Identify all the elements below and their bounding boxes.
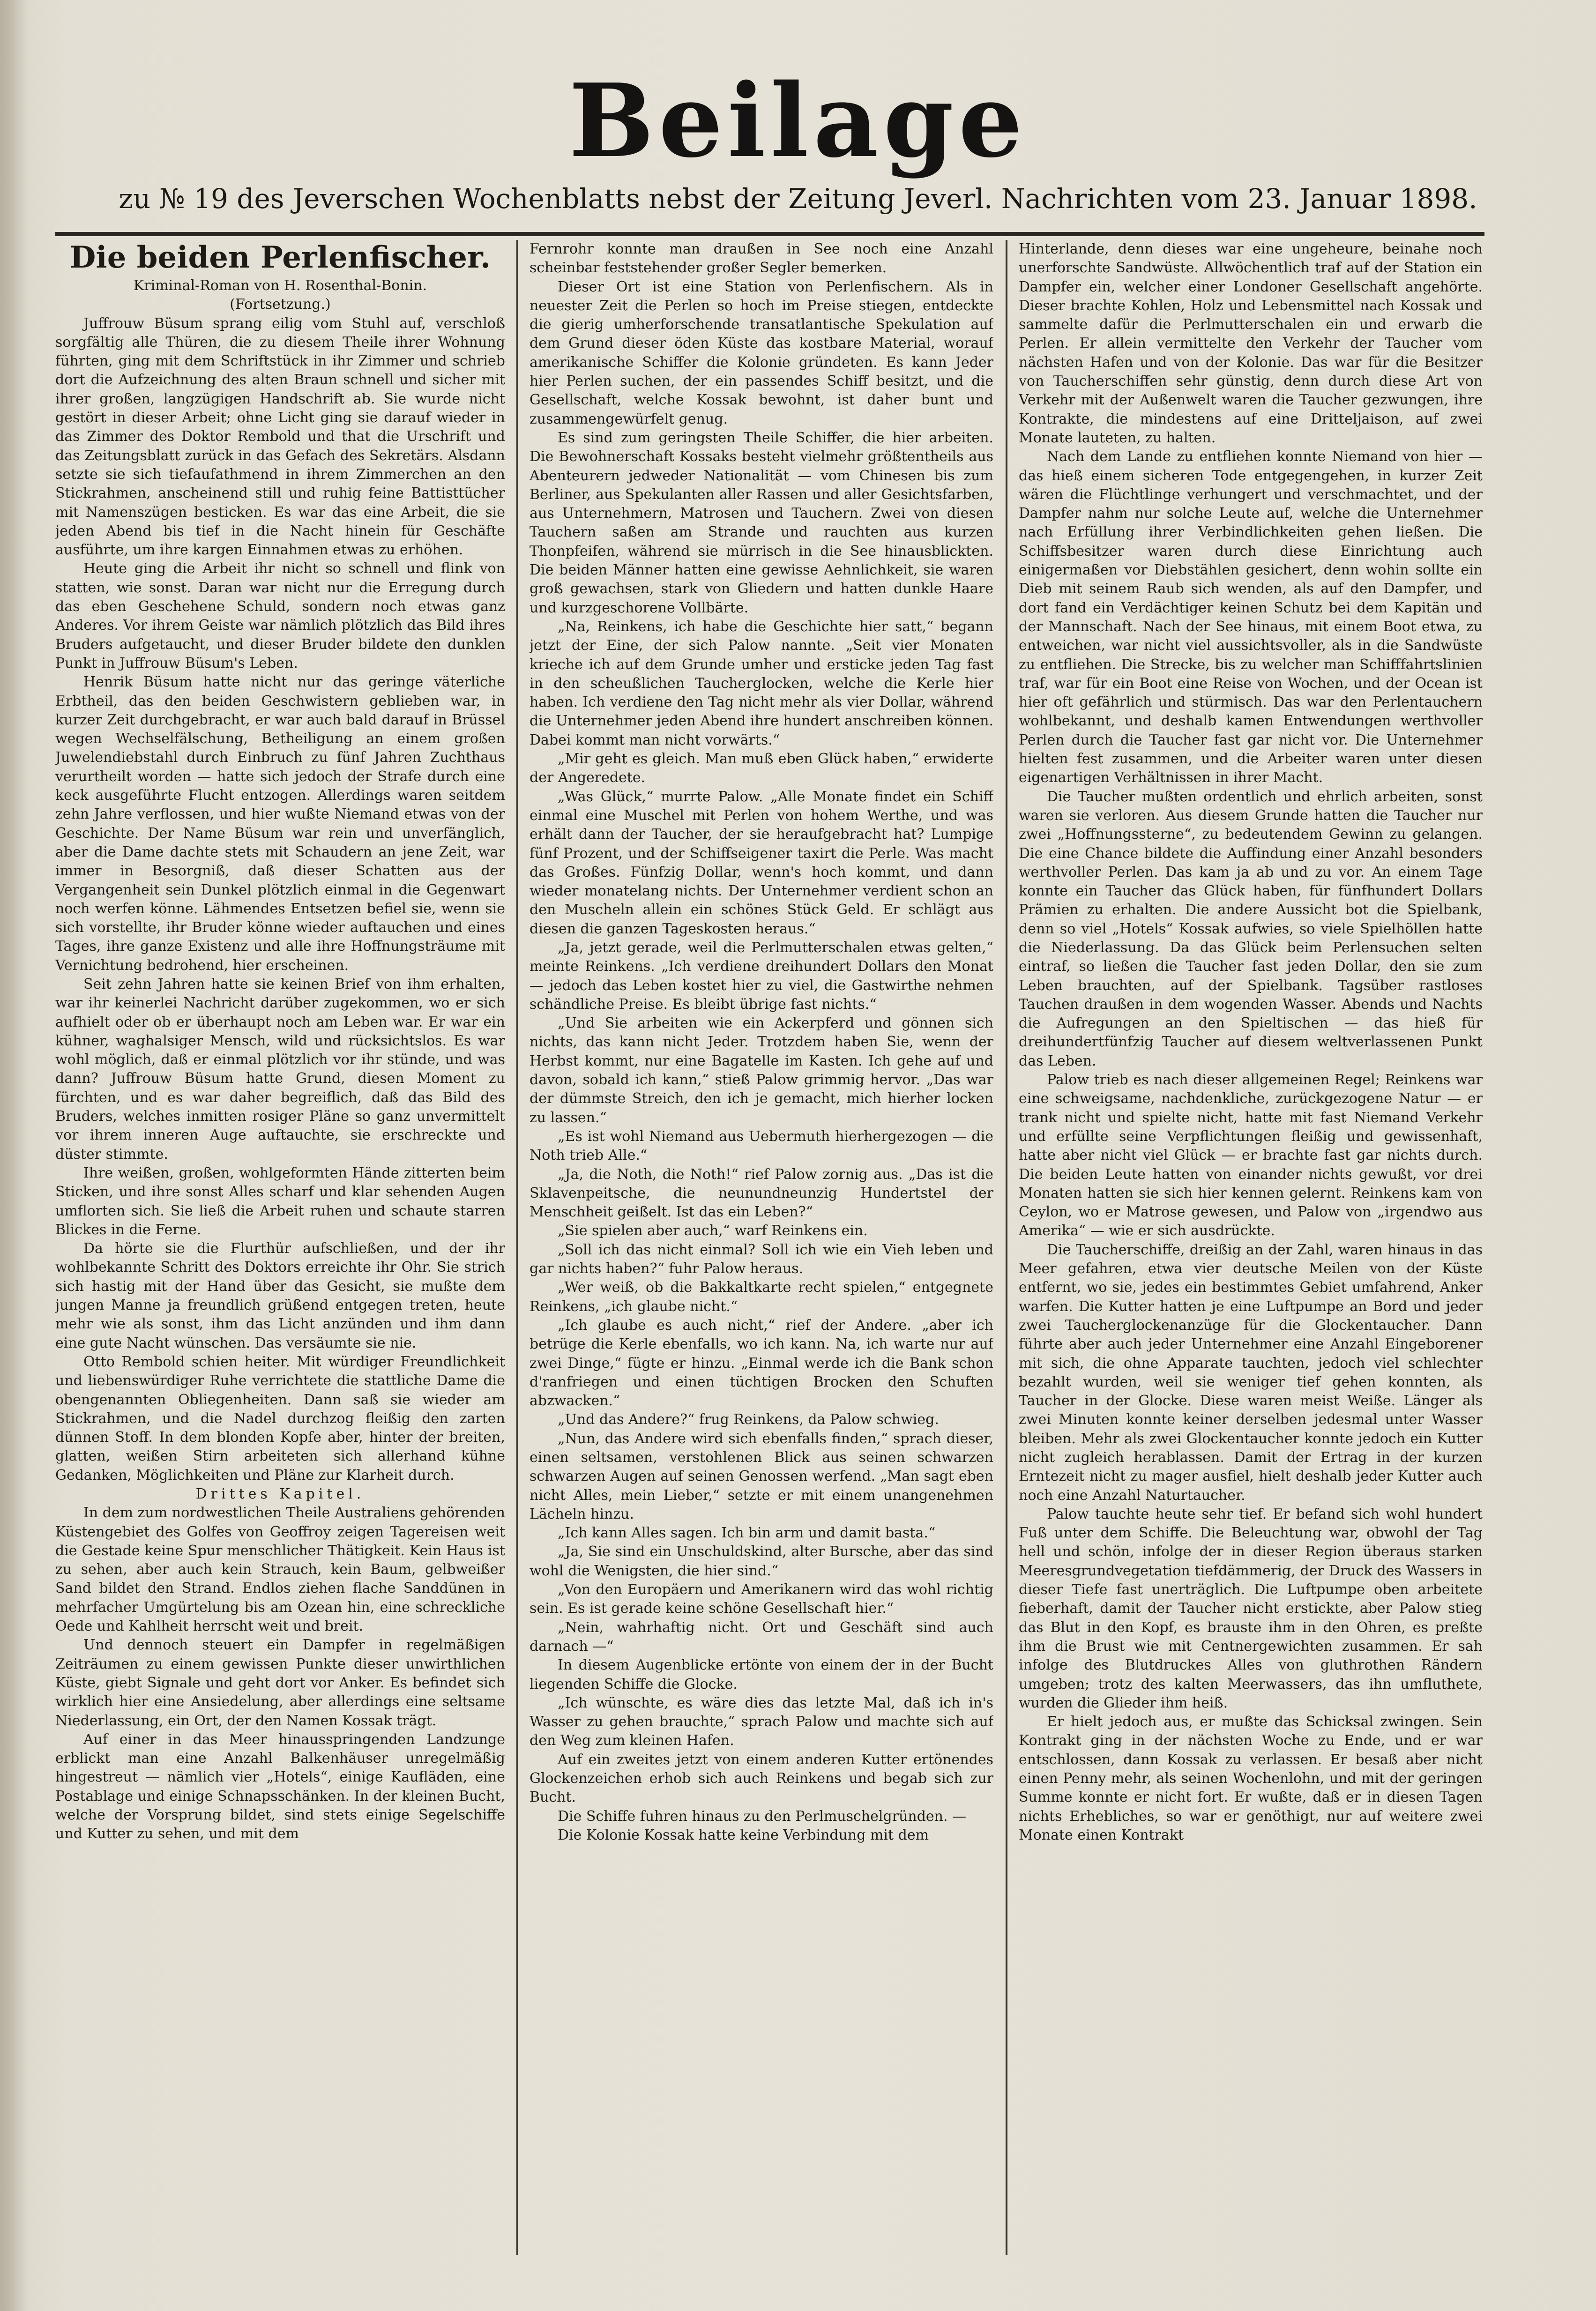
paragraph: „Ja, Sie sind ein Unschuldskind, alter Bursche, aber das sind wohl die Wenigsten, die hier sind.“ bbox=[530, 1543, 993, 1579]
paragraph: „Ich glaube es auch nicht,“ rief der Andere. „aber ich betrüge die Kerle ebenfalls, wo ich kann. Na, ich warte nur auf zwei Dinge,“ fügte er hinzu. „Einmal werde ich die Bank schon d'ranfriegen und einen tüchtigen Brocken den Schuften abzwacken.“ bbox=[530, 1317, 993, 1409]
binding-shadow bbox=[0, 0, 28, 2311]
paragraph: „Ja, die Noth, die Noth!“ rief Palow zornig aus. „Das ist die Sklavenpeitsche, die neunundneunzig Hundertstel der Menschheit geißelt. Ist das ein Leben?“ bbox=[530, 1166, 993, 1221]
paragraph: Juffrouw Büsum sprang eilig vom Stuhl auf, verschloß sorgfältig alle Thüren, die zu diesem Theile ihrer Wohnung führten, ging mit dem Schriftstück in ihr Zimmer und schrieb dort die Aufzeichnung des alten Braun schnell und sicher mit ihrer großen, langzügigen Handschrift ab. Sie wurde nicht gestört in dieser Arbeit; ohne Licht ging sie darauf wieder in das Zimmer des Doktor Rembold und that die Urschrift und das Zeitungsblatt zurück in das Gefach des Sekretärs. Alsdann setzte sie sich tiefaufathmend in ihrem Zimmerchen an den Stickrahmen, anscheinend still und ruhig feine Battisttücher mit Namenszügen besticken. Es war das eine Arbeit, die sie jeden Abend bis tief in die Nacht hinein für Geschäfte ausführte, um ihre kargen Einnahmen etwas zu erhöhen. bbox=[55, 315, 505, 559]
column-divider-2 bbox=[1006, 240, 1007, 2255]
article-byline: Kriminal-Roman von H. Rosenthal-Bonin. bbox=[133, 277, 427, 294]
chapter-heading: Drittes Kapitel. bbox=[195, 1486, 365, 1502]
paragraph: „Sie spielen aber auch,“ warf Reinkens ein. bbox=[558, 1223, 868, 1239]
paragraph: Palow tauchte heute sehr tief. Er befand sich wohl hundert Fuß unter dem Schiffe. Die Beleuchtung war, obwohl der Tag hell und schön, infolge der in dieser Region überaus starken Meeresgrundvegetation tiefdämmerig, der Druck des Wassers in dieser Tiefe fast unerträglich. Die Luftpumpe oben arbeitete fieberhaft, damit der Taucher nicht erstickte, aber Palow stieg das Blut in den Kopf, es brauste ihm in den Ohren, es preßte ihm die Brust wie mit Centnergewichten zusammen. Er sah infolge des Blutdruckes Alles von gluthrothen Rändern umgeben; trotz des kalten Meerwassers, das ihn umfluthete, wurden die Glieder ihm heiß. bbox=[1019, 1506, 1483, 1711]
paragraph: Nach dem Lande zu entfliehen konnte Niemand von hier — das hieß einem sicheren Tode entgegengehen, in kurzer Zeit wären die Flüchtlinge verhungert und verschmachtet, und der Dampfer nahm nur solche Leute auf, welche die Unternehmer nach Erfüllung ihrer Verbindlichkeiten gehen ließen. Die Schiffsbesitzer waren durch diese Einrichtung auch einigermaßen vor Diebstählen gesichert, denn wohin sollte ein Dieb mit seinem Raub sich wenden, als auf den Dampfer, und dort fand ein Verdächtiger keinen Schutz bei dem Kapitän und der Mannschaft. Nach der See hinaus, mit einem Boot etwa, zu entweichen, war nicht viel aussichtsvoller, als in die Sandwüste zu entfliehen. Die Strecke, bis zu welcher man Schifffahrtslinien traf, war für ein Boot eine Reise von Wochen, und der Ocean ist hier oft gefährlich und stürmisch. Das war den Perlentauchern wohlbekannt, und deshalb kamen Entwendungen werthvoller Perlen durch die Taucher fast gar nicht vor. Die Unternehmer hielten fest zusammen, und die Arbeiter waren unter diesen eigenartigen Verhältnissen in ihrer Macht. bbox=[1019, 448, 1483, 786]
paragraph: „Ich wünschte, es wäre dies das letzte Mal, daß ich in's Wasser zu gehen brauchte,“ sprach Palow und machte sich auf den Weg zum kleinen Hafen. bbox=[530, 1694, 993, 1749]
column-1 bbox=[55, 240, 505, 2255]
paragraph: „Und Sie arbeiten wie ein Ackerpferd und gönnen sich nichts, das kann nicht Jeder. Trotzdem haben Sie, wenn der Herbst kommt, nur eine Bagatelle im Kasten. Ich gehe auf und davon, sobald ich kann,“ stieß Palow grimmig hervor. „Das war der dümmste Streich, den ich je gemacht, mich hierher locken zu lassen.“ bbox=[530, 1015, 993, 1126]
paragraph: Dieser Ort ist eine Station von Perlenfischern. Als in neuester Zeit die Perlen so hoch im Preise stiegen, entdeckte die gierig umherforschende transatlantische Spekulation auf dem Grund dieser öden Küste das kostbare Material, worauf amerikanische Schiffer die Kolonie gründeten. Es kann Jeder hier Perlen suchen, der ein passendes Schiff besitzt, und die Gesellschaft, welche Kossak bewohnt, ist daher bunt und zusammengewürfelt genug. bbox=[530, 278, 993, 427]
paragraph: Auf einer in das Meer hinausspringenden Landzunge erblickt man eine Anzahl Balkenhäuser unregelmäßig hingestreut — nämlich vier „Hotels“, einige Kaufläden, eine Postablage und einige Schnapsschänken. In der kleinen Bucht, welche der Vorsprung bildet, sind stets einige Segelschiffe und Kutter zu sehen, und mit dem bbox=[55, 1731, 505, 1842]
paragraph: Heute ging die Arbeit ihr nicht so schnell und flink von statten, wie sonst. Daran war nicht nur die Erregung durch das eben Geschehene Schuld, sondern noch etwas ganz Anderes. Vor ihrem Geiste war nämlich plötzlich das Bild ihres Bruders aufgetaucht, und dieser Bruder bildete den dunklen Punkt in Juffrouw Büsum's Leben. bbox=[55, 560, 505, 671]
column-2-text bbox=[530, 240, 993, 1845]
header-rule bbox=[55, 232, 1484, 236]
paragraph: Henrik Büsum hatte nicht nur das geringe väterliche Erbtheil, das den beiden Geschwistern geblieben war, in kurzer Zeit durchgebracht, er war auch bald darauf in Brüssel wegen Wechselfälschung, Betheiligung an einem großen Juwelendiebstahl durch Einbruch zu fünf Jahren Zuchthaus verurtheilt worden — hatte sich jedoch der Strafe durch eine keck ausgeführte Flucht entzogen. Allerdings waren seitdem zehn Jahre verflossen, und hier wußte Niemand etwas von der Geschichte. Der Name Büsum war rein und unverfänglich, aber die Dame dachte stets mit Schaudern an jene Zeit, war immer in Besorgniß, daß dieser Schatten aus der Vergangenheit sein Dunkel plötzlich einmal in die Gegenwart noch werfen könne. Lähmendes Entsetzen befiel sie, wenn sie sich vorstellte, ihr Bruder könne wieder auftauchen und eines Tages, ihre ganze Existenz und alle ihre Hoffnungsträume mit Vernichtung bedrohend, hier erscheinen. bbox=[55, 674, 505, 974]
paragraph: „Nein, wahrhaftig nicht. Ort und Geschäft sind auch darnach —“ bbox=[530, 1619, 993, 1655]
paragraph: Hinterlande, denn dieses war eine ungeheure, beinahe noch unerforschte Sandwüste. Allwöchentlich traf auf der Station ein Dampfer ein, welcher einer Londoner Gesellschaft angehörte. Dieser brachte Kohlen, Holz und Lebensmittel nach Kossak und sammelte dafür die Perlmutterschalen ein und erwarb die Perlen. Er allein vermittelte den Verkehr der Taucher vom nächsten Hafen und von der Kolonie. Das war für die Besitzer von Taucherschiffen sehr günstig, denn durch diese Art von Verkehr mit der Außenwelt waren die Taucher gezwungen, ihre Kontrakte, die mindestens auf eine Dritteljaison, auf zwei Monate lauteten, zu halten. bbox=[1019, 241, 1483, 446]
paragraph: Seit zehn Jahren hatte sie keinen Brief von ihm erhalten, war ihr keinerlei Nachricht darüber zugekommen, wo er sich aufhielt oder ob er überhaupt noch am Leben war. Er war ein kühner, waghalsiger Mensch, wild und rücksichtslos. Es war wohl möglich, daß er einmal plötzlich vor ihr stünde, und was dann? Juffrouw Büsum hatte Grund, diesen Moment zu fürchten, und es war daher begreiflich, daß das Bild des Bruders, welches inmitten rosiger Pläne so ganz unvermittelt vor ihrem inneren Auge auftauchte, sie erschreckte und düster stimmte. bbox=[55, 976, 505, 1163]
paragraph: Die Taucherschiffe, dreißig an der Zahl, waren hinaus in das Meer gefahren, etwa vier deutsche Meilen von der Küste entfernt, wo sie, jedes ein bestimmtes Gebiet umfahrend, Anker warfen. Die Kutter hatten je eine Luftpumpe an Bord und jeder zwei Taucherglockenanzüge für die Glockentaucher. Dann führte aber auch jeder Unternehmer eine Anzahl Eingeborener mit sich, die ohne Apparate tauchten, jedoch viel schlechter bezahlt wurden, weil sie weniger tief gehen konnten, als Taucher in der Glocke. Diese waren meist Weiße. Länger als zwei Minuten konnte keiner derselben jedesmal unter Wasser bleiben. Mehr als zwei Glockentaucher konnte jedoch ein Kutter nicht zugleich herablassen. Damit der Ertrag in der kurzen Erntezeit nicht zu mager ausfiel, hielt deshalb jeder Kutter auch noch eine Anzahl Naturtaucher. bbox=[1019, 1241, 1483, 1504]
paragraph: Auf ein zweites jetzt von einem anderen Kutter ertönendes Glockenzeichen erhob sich auch Reinkens und begab sich zur Bucht. bbox=[530, 1751, 993, 1806]
paragraph: Fernrohr konnte man draußen in See noch eine Anzahl scheinbar feststehender großer Segler bemerken. bbox=[530, 241, 993, 276]
paragraph: Palow trieb es nach dieser allgemeinen Regel; Reinkens war eine schweigsame, nachdenkliche, zurückgezogene Natur — er trank nicht und spielte nicht, hatte mit fast Niemand Verkehr und erfüllte seine Verpflichtungen fleißig und gewissenhaft, hatte aber nicht viel Glück — er brachte fast gar nichts durch. Die beiden Leute hatten von einander nichts gewußt, vor drei Monaten hatten sie sich hier kennen gelernt. Reinkens kam von Ceylon, wo er Matrose gewesen, und Palow von „irgendwo aus Amerika“ — wie er sich ausdrückte. bbox=[1019, 1072, 1483, 1239]
paragraph: Otto Rembold schien heiter. Mit würdiger Freundlichkeit und liebenswürdiger Ruhe verrichtete die stattliche Dame die obengenannten Obliegenheiten. Dann saß sie wieder am Stickrahmen, und die Nadel durchzog fleißig den zarten dünnen Stoff. In dem blonden Kopfe aber, hinter der breiten, glatten, weißen Stirn arbeiteten sich allerhand kühne Gedanken, Möglichkeiten und Pläne zur Klarheit durch. bbox=[55, 1353, 505, 1484]
column-3 bbox=[1019, 240, 1483, 2255]
masthead-title: Beilage bbox=[568, 61, 1028, 180]
paragraph: „Ja, jetzt gerade, weil die Perlmutterschalen etwas gelten,“ meinte Reinkens. „Ich verdiene dreihundert Dollars den Monat — jedoch das Leben kostet hier zu viel, die Gastwirthe nehmen schändliche Preise. Es bleibt übrige fast nichts.“ bbox=[530, 939, 993, 1013]
column-1-part-2 bbox=[55, 1504, 505, 1843]
masthead-subtitle: zu № 19 des Jeverschen Wochenblatts nebst der Zeitung Jeverl. Nachrichten vom 23. Januar 1898. bbox=[119, 183, 1477, 215]
paragraph: „Soll ich das nicht einmal? Soll ich wie ein Vieh leben und gar nichts haben?“ fuhr Palow heraus. bbox=[530, 1241, 993, 1277]
article-continuation: (Fortsetzung.) bbox=[230, 296, 331, 313]
article-title: Die beiden Perlenfischer. bbox=[69, 240, 491, 275]
column-2 bbox=[530, 240, 993, 2255]
paragraph: Er hielt jedoch aus, er mußte das Schicksal zwingen. Sein Kontrakt ging in der nächsten Woche zu Ende, und er war entschlossen, dann Kossak zu verlassen. Er besaß aber nicht einen Penny mehr, als seinen Wochenlohn, und mit der geringen Summe konnte er nicht fort. Er wußte, daß er in diesen Tagen nichts Erhebliches, so war er genöthigt, nur auf weitere zwei Monate einen Kontrakt bbox=[1019, 1714, 1483, 1843]
paragraph: „Und das Andere?“ frug Reinkens, da Palow schwieg. bbox=[558, 1411, 939, 1428]
paragraph: Ihre weißen, großen, wohlgeformten Hände zitterten beim Sticken, und ihre sonst Alles scharf und klar sehenden Augen umflorten sich. Sie ließ die Arbeit ruhen und schaute starren Blickes in die Ferne. bbox=[55, 1164, 505, 1238]
paragraph: In dem zum nordwestlichen Theile Australiens gehörenden Küstengebiet des Golfes von Geoffroy zeigen Tagereisen weit die Gestade keine Spur menschlicher Thätigkeit. Kein Haus ist zu sehen, aber auch kein Strauch, kein Baum, gelbweißer Sand bildet den Strand. Endlos ziehen flache Sanddünen in mehrfacher Umgürtelung bis am Ozean hin, eine schreckliche Oede und Kahlheit herrscht weit und breit. bbox=[55, 1505, 505, 1635]
paragraph: „Es ist wohl Niemand aus Uebermuth hierhergezogen — die Noth trieb Alle.“ bbox=[530, 1128, 993, 1164]
column-divider-1 bbox=[516, 240, 518, 2255]
paragraph: „Nun, das Andere wird sich ebenfalls finden,“ sprach dieser, einen seltsamen, verstohlenen Blick aus seinen schwarzen schwarzen Augen auf seinen Genossen werfend. „Man sagt eben nicht Alles, mein Lieber,“ setzte er mit einem unangenehmen Lächeln hinzu. bbox=[530, 1430, 993, 1522]
paragraph: „Von den Europäern und Amerikanern wird das wohl richtig sein. Es ist gerade keine schöne Gesellschaft hier.“ bbox=[530, 1581, 993, 1617]
paragraph: Es sind zum geringsten Theile Schiffer, die hier arbeiten. Die Bewohnerschaft Kossaks besteht vielmehr größtentheils aus Abenteurern jedweder Nationalität — vom Chinesen bis zum Berliner, aus Spekulanten aller Rassen und aller Gesichtsfarben, aus Unternehmern, Matrosen und Tauchern. Zwei von diesen Tauchern saßen am Strande und rauchten aus kurzen Thonpfeifen, während sie mürrisch in die See hinausblickten. Die beiden Männer hatten eine gewisse Aehnlichkeit, sie waren groß gewachsen, stark von Gliedern und hatten dunkle Haare und kurzgeschorene Vollbärte. bbox=[530, 429, 993, 616]
column-3-text bbox=[1019, 240, 1483, 1845]
paragraph: Und dennoch steuert ein Dampfer in regelmäßigen Zeiträumen zu einem gewissen Punkte dieser unwirthlichen Küste, giebt Signale und geht dort vor Anker. Es befindet sich wirklich hier eine Ansiedelung, aber allerdings eine seltsame Niederlassung, ein Ort, der den Namen Kossak trägt. bbox=[55, 1637, 505, 1729]
paragraph: „Was Glück,“ murrte Palow. „Alle Monate findet ein Schiff einmal eine Muschel mit Perlen von hohem Werthe, und was erhält dann der Taucher, der sie heraufgebracht hat? Lumpige fünf Prozent, und der Schiffseigener taxirt die Perle. Was macht das Großes. Fünfzig Dollar, wenn's hoch kommt, und dann wieder monatelang nichts. Der Unternehmer verdient schon an den Muscheln allein ein schönes Stück Geld. Er schlägt aus diesen die ganzen Tageskosten heraus.“ bbox=[530, 788, 993, 937]
paragraph: „Mir geht es gleich. Man muß eben Glück haben,“ erwiderte der Angeredete. bbox=[530, 751, 993, 786]
paragraph: In diesem Augenblicke ertönte von einem der in der Bucht liegenden Schiffe die Glocke. bbox=[530, 1657, 993, 1692]
column-1-part-1 bbox=[55, 314, 505, 1485]
paragraph: Die Kolonie Kossak hatte keine Verbindung mit dem bbox=[558, 1826, 929, 1843]
paragraph: „Na, Reinkens, ich habe die Geschichte hier satt,“ begann jetzt der Eine, der sich Palow nannte. „Seit vier Monaten krieche ich auf dem Grunde umher und ersticke jeden Tag fast in den scheußlichen Taucherglocken, welche die Kerle hier haben. Ich verdiene den Tag nicht mehr als vier Dollar, während die Unternehmer jeden Abend ihre hundert anschreiben können. Dabei kommt man nicht vorwärts.“ bbox=[530, 618, 993, 748]
paragraph: Die Taucher mußten ordentlich und ehrlich arbeiten, sonst waren sie verloren. Aus diesem Grunde hatten die Taucher nur zwei „Hoffnungssterne“, zu bedeutendem Gewinn zu gelangen. Die eine Chance bildete die Auffindung einer Anzahl besonders werthvoller Perlen. Das kam ja ab und zu vor. An einem Tage konnte ein Taucher das Glück haben, für fünfhundert Dollars Prämien zu erhalten. Die andere Aussicht bot die Spielbank, denn so viel „Hotels“ Kossak aufwies, so viele Spielhöllen hatte die Niederlassung. Da das Glück beim Perlensuchen selten eintraf, so ließen die Taucher fast jeden Dollar, den sie zum Leben brauchten, auf der Spielbank. Tagsüber rastloses Tauchen draußen in dem wogenden Wasser. Abends und Nachts die Aufregungen an den Spieltischen — das hieß für dreihundertfünfzig Taucher auf diesem weltverlassenen Punkt das Leben. bbox=[1019, 788, 1483, 1069]
paragraph: „Wer weiß, ob die Bakkaltkarte recht spielen,“ entgegnete Reinkens, „ich glaube nicht.“ bbox=[530, 1279, 993, 1315]
paragraph: „Ich kann Alles sagen. Ich bin arm und damit basta.“ bbox=[558, 1525, 936, 1542]
paragraph: Da hörte sie die Flurthür aufschließen, und der ihr wohlbekannte Schritt des Doktors erreichte ihr Ohr. Sie strich sich hastig mit der Hand über das Gesicht, sie mußte dem jungen Manne ja freundlich grüßend entgegen treten, heute mehr wie als sonst, ihm das Licht anzünden und ihm dann eine gute Nacht wünschen. Das versäumte sie nie. bbox=[55, 1240, 505, 1351]
paragraph: Die Schiffe fuhren hinaus zu den Perlmuschelgründen. — bbox=[558, 1808, 967, 1825]
